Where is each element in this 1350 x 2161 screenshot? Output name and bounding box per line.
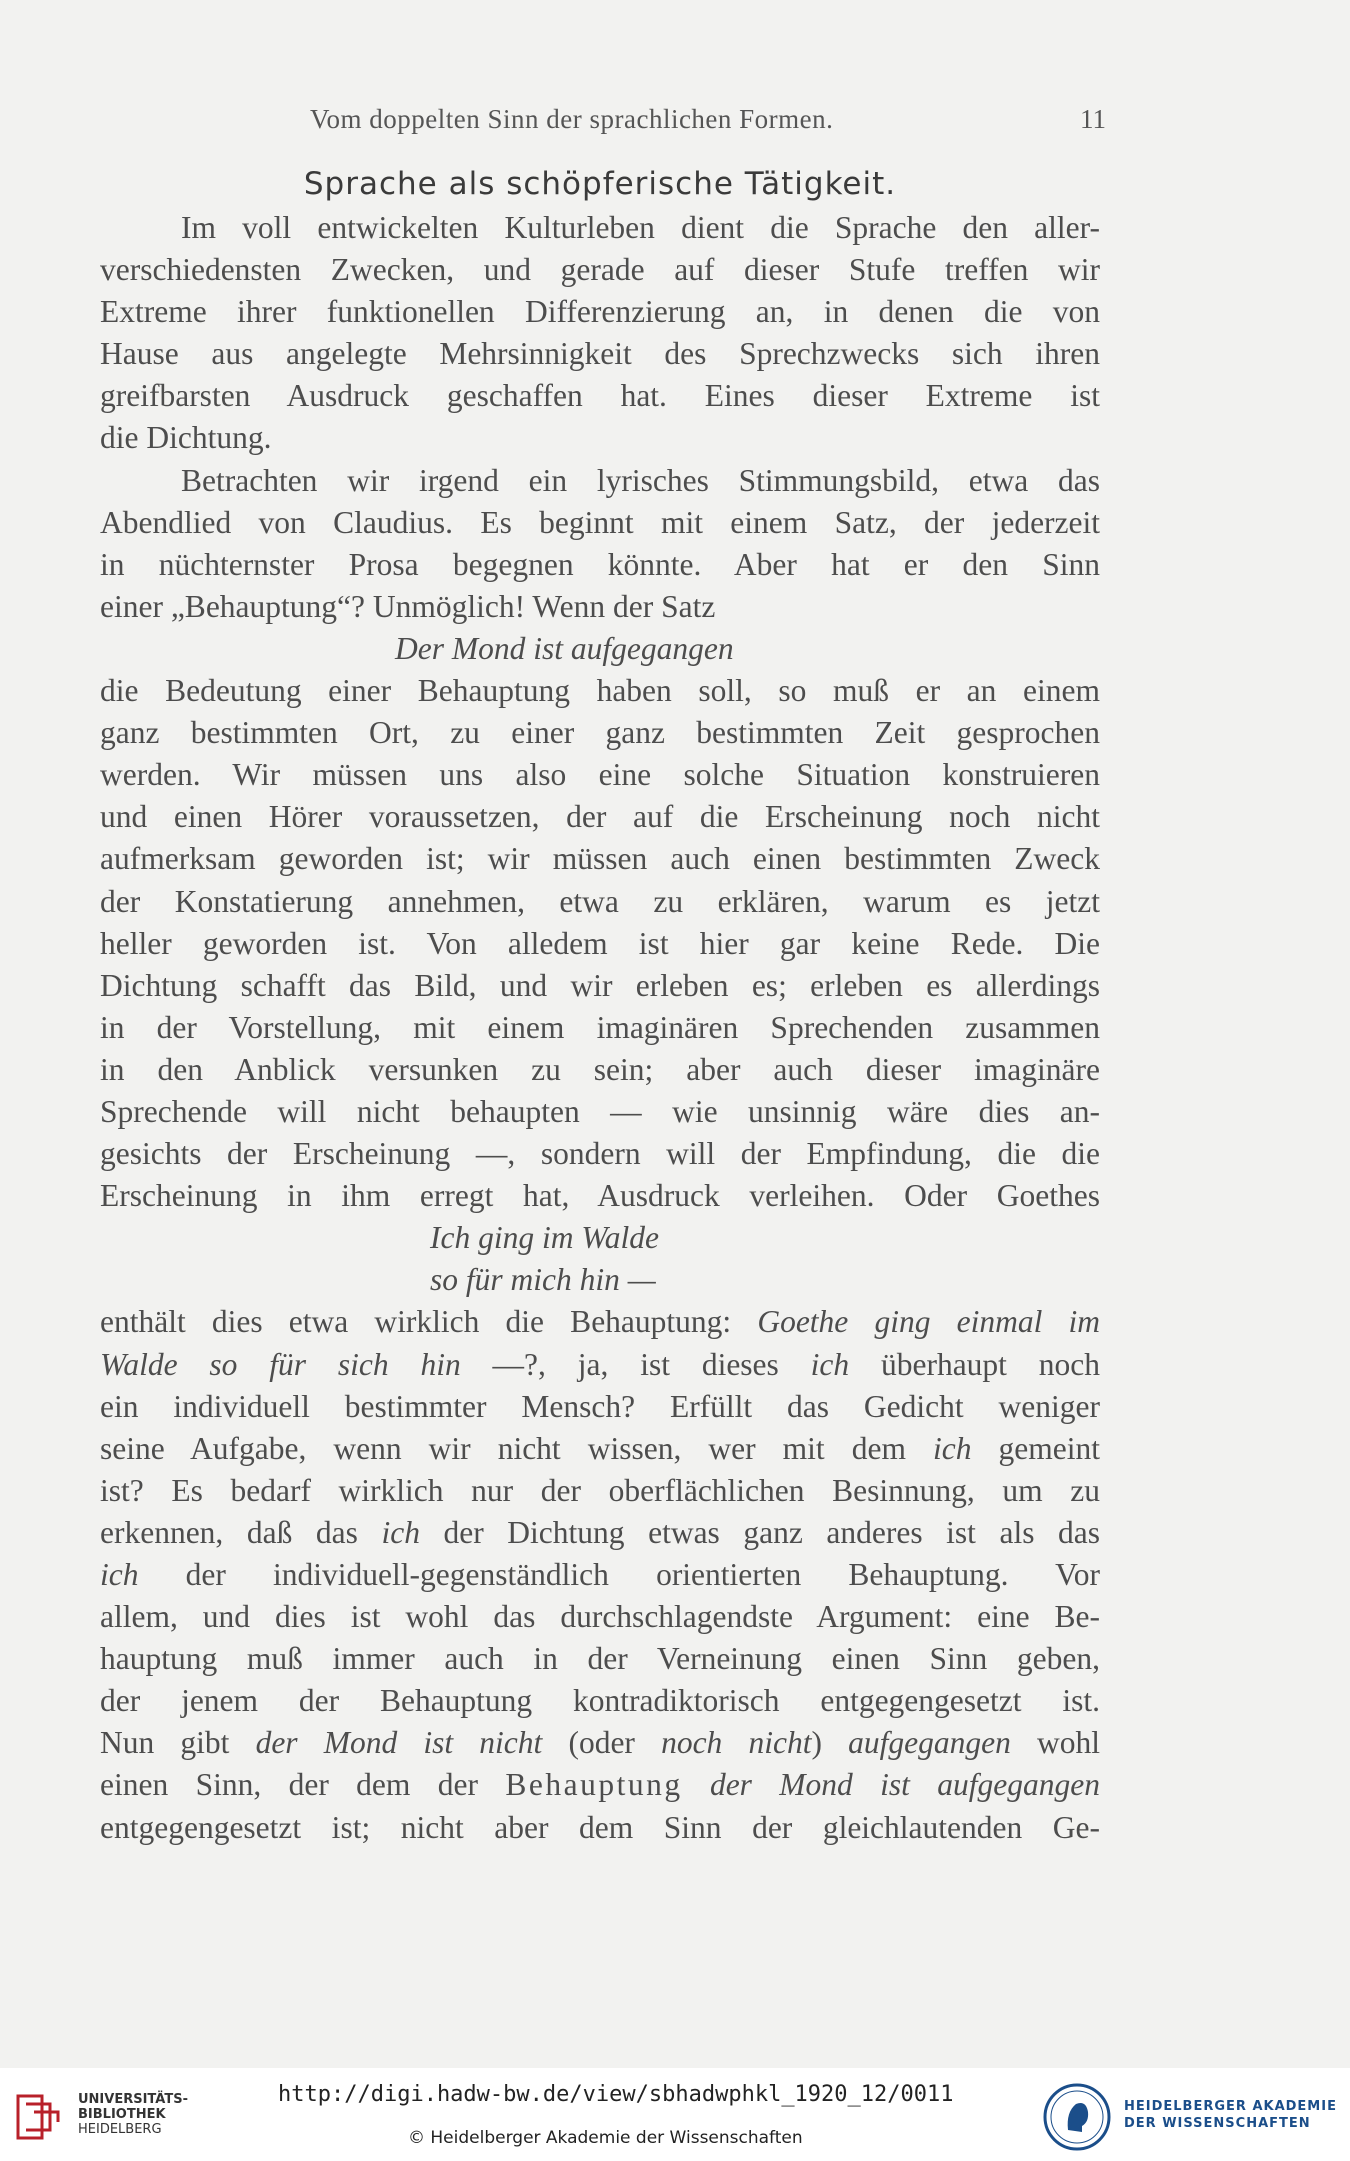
text-line: greifbarsten Ausdruck geschaffen hat. Eines dieser Extreme ist xyxy=(100,378,1100,414)
text-line: hauptung muß immer auch in der Verneinung einen Sinn geben, xyxy=(100,1641,1100,1677)
text-line: Walde so für sich hin —?, ja, ist dieses ich überhaupt noch xyxy=(100,1346,1100,1382)
text-line: einer „Behauptung“? Unmöglich! Wenn der Satz xyxy=(100,588,716,624)
page-number: 11 xyxy=(1080,104,1106,134)
text-line: verschiedensten Zwecken, und gerade auf dieser Stufe treffen wir xyxy=(100,252,1100,288)
text-line: erkennen, daß das ich der Dichtung etwas ganz anderes ist als das xyxy=(100,1514,1100,1550)
permalink-url[interactable]: http://digi.hadw-bw.de/view/sbhadwphkl_1920_12/0011 xyxy=(278,2082,954,2107)
text-line: Betrachten wir irgend ein lyrisches Stimmungsbild, etwa das xyxy=(181,462,1100,498)
text-line: in nüchternster Prosa begegnen könnte. Aber hat er den Sinn xyxy=(100,546,1100,582)
text-line: enthält dies etwa wirklich die Behauptung: Goethe ging einmal im xyxy=(100,1304,1100,1340)
academy-seal-icon xyxy=(1042,2082,1112,2152)
text-line: Sprechende will nicht behaupten — wie unsinnig wäre dies an- xyxy=(100,1093,1100,1129)
text-line: heller geworden ist. Von alledem ist hier gar keine Rede. Die xyxy=(100,925,1100,961)
text-line: in der Vorstellung, mit einem imaginären Sprechenden zusammen xyxy=(100,1009,1100,1045)
quoted-verse-line: Ich ging im Walde xyxy=(430,1220,659,1256)
text-line: die Dichtung. xyxy=(100,420,272,456)
copyright-notice: © Heidelberger Akademie der Wissenschaften xyxy=(408,2128,803,2148)
text-line: und einen Hörer voraussetzen, der auf die Erscheinung noch nicht xyxy=(100,799,1100,835)
viewer-footer xyxy=(0,2068,1350,2161)
text-line: der jenem der Behauptung kontradiktorisch entgegengesetzt ist. xyxy=(100,1683,1100,1719)
text-line: Hause aus angelegte Mehrsinnigkeit des Sprechzwecks sich ihren xyxy=(100,336,1100,372)
text-line: die Bedeutung einer Behauptung haben soll, so muß er an einem xyxy=(100,673,1100,709)
text-line: in den Anblick versunken zu sein; aber auch dieser imaginäre xyxy=(100,1051,1100,1087)
text-line: allem, und dies ist wohl das durchschlagendste Argument: eine Be- xyxy=(100,1599,1100,1635)
text-line: Abendlied von Claudius. Es beginnt mit einem Satz, der jederzeit xyxy=(100,504,1100,540)
text-line: einen Sinn, der dem der Behauptung der Mond ist aufgegangen xyxy=(100,1767,1100,1803)
text-line: ganz bestimmten Ort, zu einer ganz bestimmten Zeit gesprochen xyxy=(100,715,1100,751)
university-library-logo-icon xyxy=(12,2086,72,2146)
text-line: Extreme ihrer funktionellen Differenzierung an, in denen die von xyxy=(100,294,1100,330)
university-library-name: UNIVERSITÄTS- BIBLIOTHEK HEIDELBERG xyxy=(78,2092,188,2137)
text-line: entgegengesetzt ist; nicht aber dem Sinn der gleichlautenden Ge- xyxy=(100,1809,1100,1845)
quoted-verse-line: so für mich hin — xyxy=(430,1262,656,1298)
text-line: Dichtung schafft das Bild, und wir erleben es; erleben es allerdings xyxy=(100,967,1100,1003)
text-line: Im voll entwickelten Kulturleben dient die Sprache den aller- xyxy=(181,210,1100,245)
text-line: gesichts der Erscheinung —, sondern will der Empfindung, die die xyxy=(100,1136,1100,1172)
text-line: der Konstatierung annehmen, etwa zu erklären, warum es jetzt xyxy=(100,883,1100,919)
text-line: ich der individuell-gegenständlich orientierten Behauptung. Vor xyxy=(100,1557,1100,1592)
running-head-title: Vom doppelten Sinn der sprachlichen Formen. xyxy=(310,104,834,134)
academy-name: HEIDELBERGER AKADEMIE DER WISSENSCHAFTEN xyxy=(1124,2099,1337,2131)
text-line: werden. Wir müssen uns also eine solche Situation konstruieren xyxy=(100,757,1100,793)
text-line: ist? Es bedarf wirklich nur der oberflächlichen Besinnung, um zu xyxy=(100,1472,1100,1508)
quoted-verse-line: Der Mond ist aufgegangen xyxy=(395,630,734,666)
text-line: Nun gibt der Mond ist nicht (oder noch nicht) aufgegangen wohl xyxy=(100,1725,1100,1761)
text-line: aufmerksam geworden ist; wir müssen auch einen bestimmten Zweck xyxy=(100,841,1100,877)
text-line: Erscheinung in ihm erregt hat, Ausdruck verleihen. Oder Goethes xyxy=(100,1178,1100,1214)
text-line: seine Aufgabe, wenn wir nicht wissen, wer mit dem ich gemeint xyxy=(100,1430,1100,1466)
section-heading: Sprache als schöpferische Tätigkeit. xyxy=(303,166,897,202)
body-text xyxy=(100,207,1100,1849)
text-line: ein individuell bestimmter Mensch? Erfüllt das Gedicht weniger xyxy=(100,1388,1100,1424)
